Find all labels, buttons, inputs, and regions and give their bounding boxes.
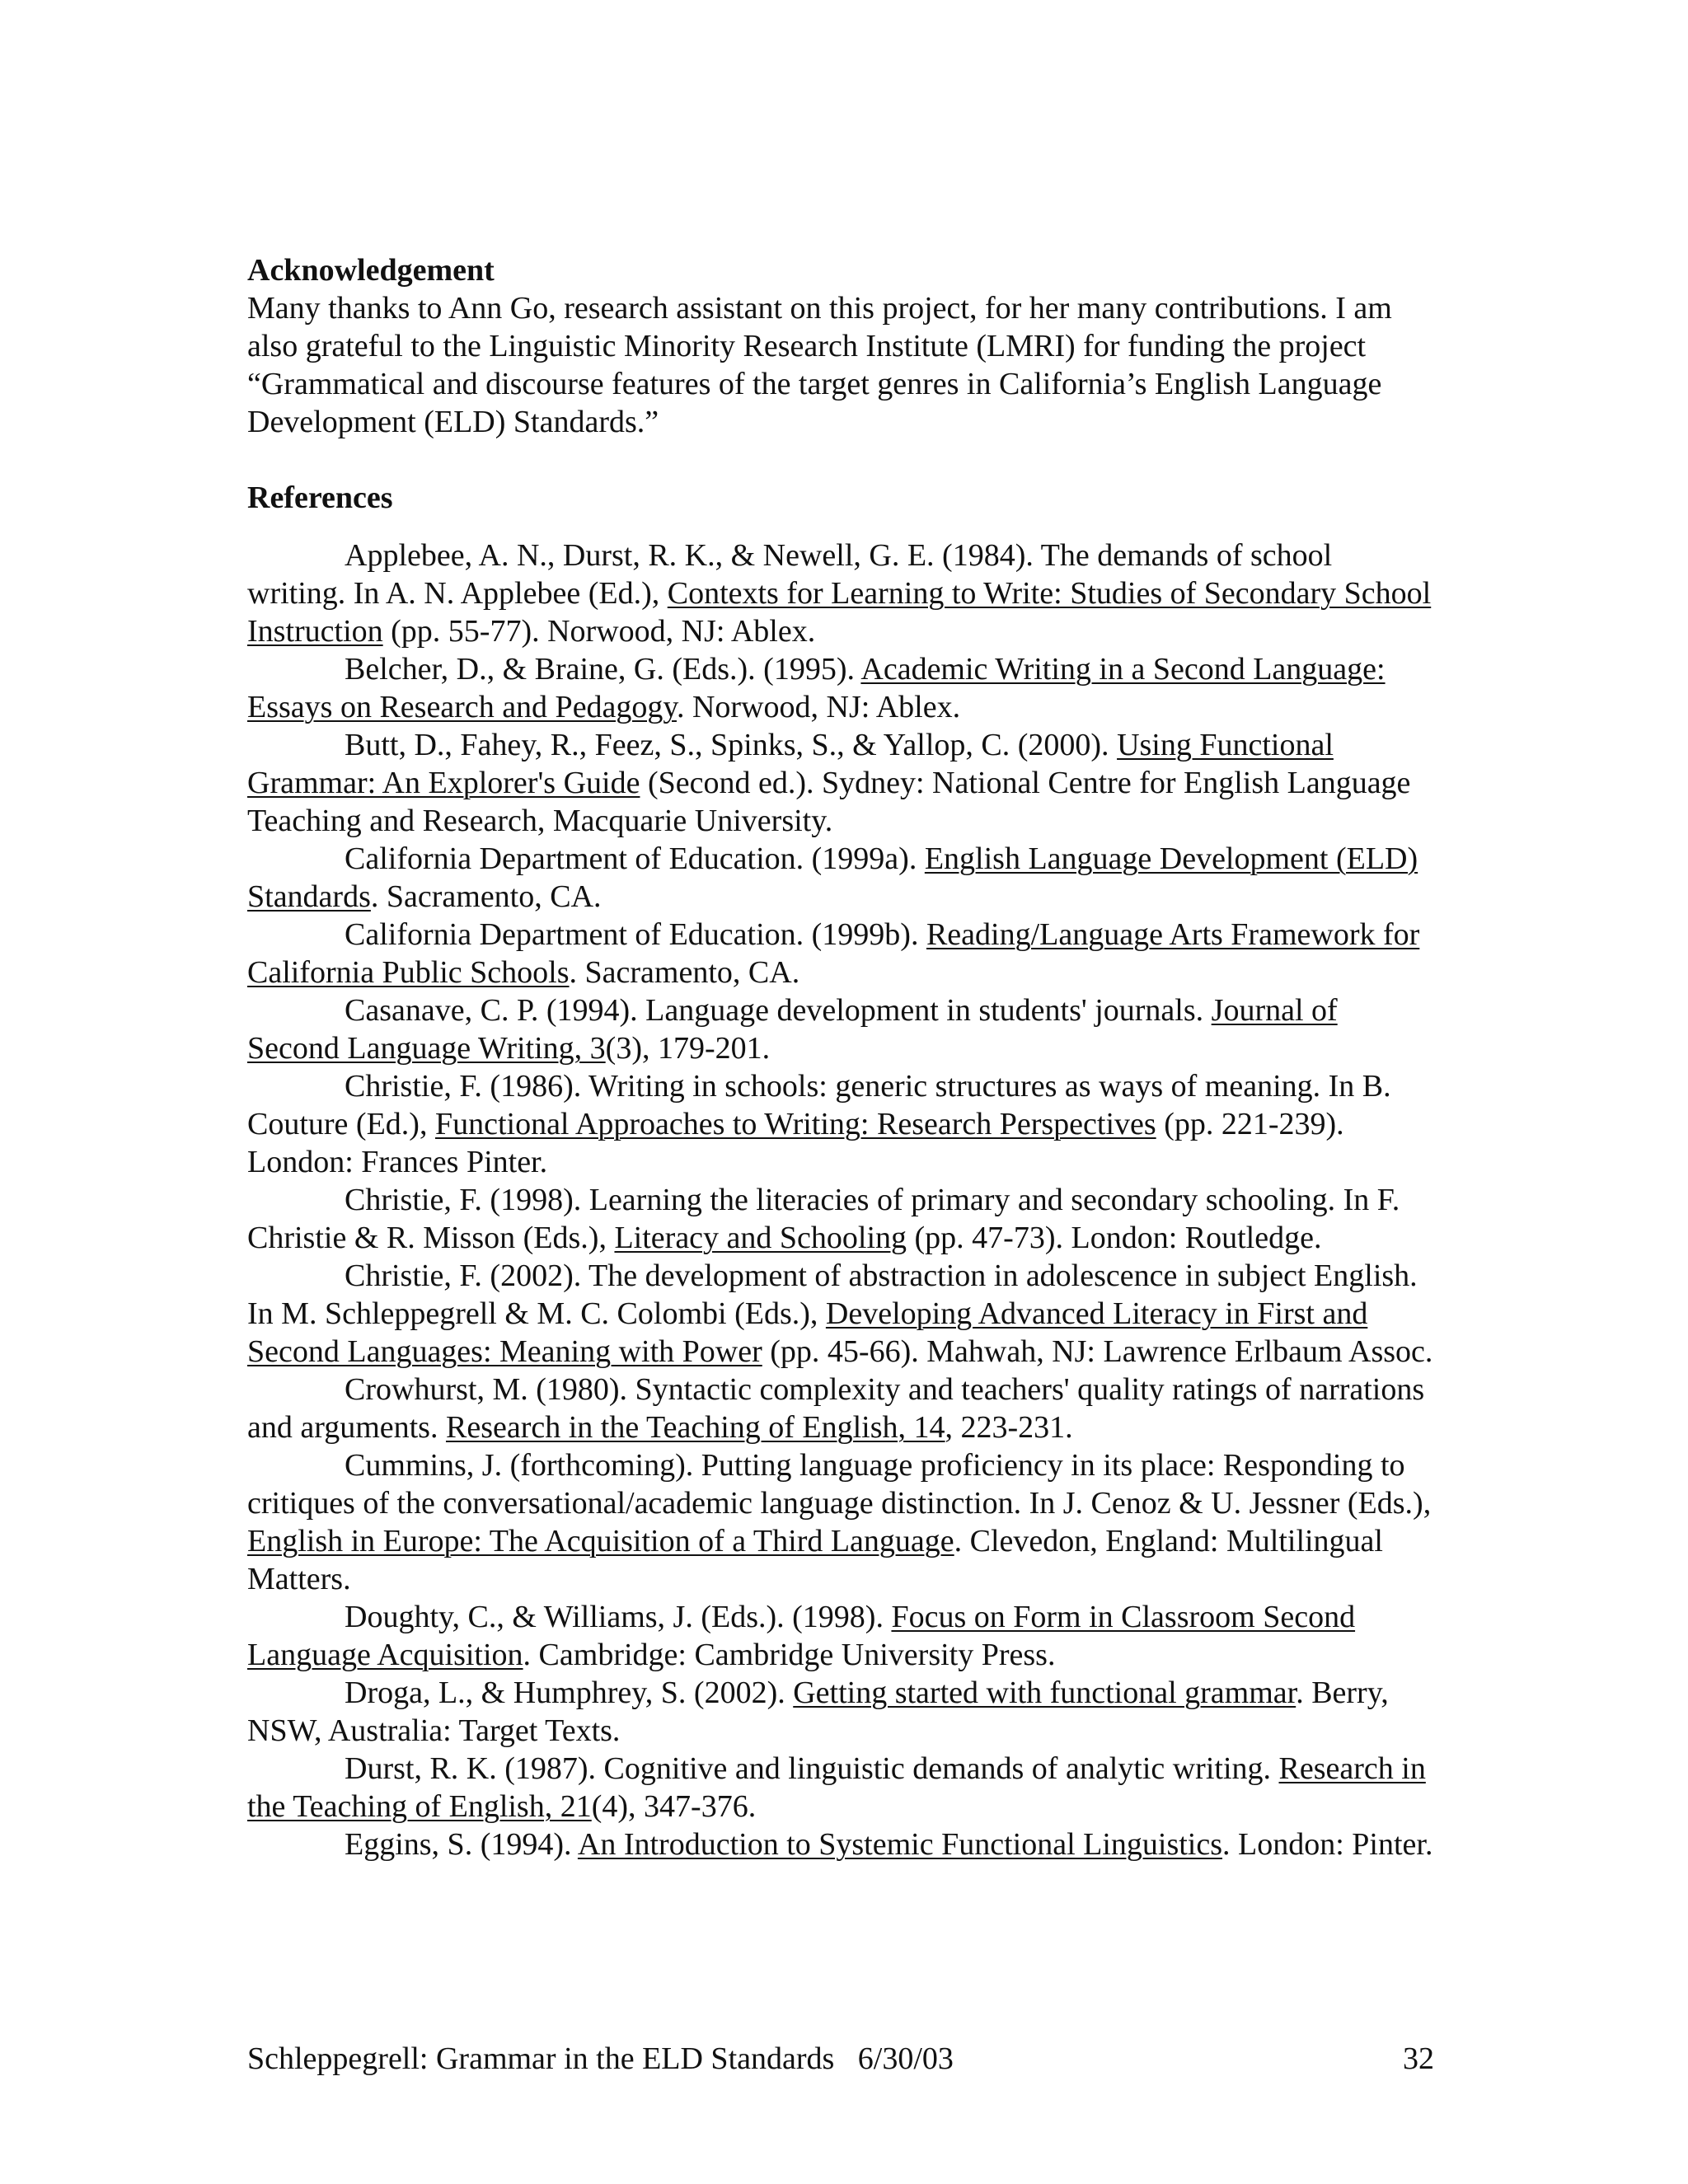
references-heading: References	[247, 480, 393, 515]
reference-item	[247, 916, 1434, 991]
reference-text: (pp. 55-77). Norwood, NJ: Ablex.	[382, 614, 816, 649]
reference-item	[247, 1257, 1434, 1371]
page-content	[247, 251, 1434, 1863]
reference-title: Focus on Form in Classroom Second Language Acquisition	[247, 1600, 1356, 1672]
reference-text: Butt, D., Fahey, R., Feez, S., Spinks, S., & Yallop, C. (2000).	[345, 728, 1118, 762]
reference-title: Academic Writing in a Second Language: Essays on Research and Pedagogy	[247, 652, 1386, 724]
reference-text: . Clevedon, England: Multilingual Matters.	[247, 1524, 1383, 1596]
reference-title: An Introduction to Systemic Functional Linguistics	[577, 1827, 1223, 1862]
reference-item	[247, 1181, 1434, 1257]
page-number: 32	[1403, 2041, 1434, 2076]
reference-title: Research in the Teaching of English, 21	[247, 1751, 1426, 1824]
reference-text: . Cambridge: Cambridge University Press.	[523, 1638, 1056, 1672]
reference-text: California Department of Education. (1999b).	[345, 917, 926, 952]
reference-text: Durst, R. K. (1987). Cognitive and linguistic demands of analytic writing.	[345, 1751, 1279, 1786]
reference-item	[247, 537, 1434, 650]
reference-item	[247, 1446, 1434, 1598]
reference-title: English in Europe: The Acquisition of a Third Language	[247, 1524, 954, 1558]
reference-text: Applebee, A. N., Durst, R. K., & Newell, G. E. (1984). The demands of school writing. In A. N. Applebee (Ed.),	[247, 538, 1333, 611]
reference-text: Doughty, C., & Williams, J. (Eds.). (1998).	[345, 1600, 892, 1634]
reference-text: Cummins, J. (forthcoming). Putting language proficiency in its place: Responding to critiques of the conversational/academic language distinction. In J. Cenoz & U. Jessner (Eds.),	[247, 1448, 1432, 1521]
reference-title: Contexts for Learning to Write: Studies of Secondary School Instruction	[247, 576, 1432, 649]
reference-item	[247, 1674, 1434, 1750]
reference-title: Getting started with functional grammar	[793, 1675, 1296, 1710]
acknowledgement-heading: Acknowledgement	[247, 253, 495, 288]
reference-title: English Language Development (ELD) Standards	[247, 841, 1418, 914]
reference-text: (4), 347-376.	[591, 1789, 757, 1824]
reference-item	[247, 1067, 1434, 1181]
reference-text: Christie, F. (1986). Writing in schools: generic structures as ways of meaning. In B. Couture (Ed.),	[247, 1069, 1391, 1141]
reference-text: Droga, L., & Humphrey, S. (2002).	[345, 1675, 794, 1710]
reference-text: . Norwood, NJ: Ablex.	[676, 690, 961, 724]
reference-item	[247, 840, 1434, 916]
reference-text: (pp. 45-66). Mahwah, NJ: Lawrence Erlbaum Assoc.	[762, 1334, 1433, 1369]
reference-text: . Sacramento, CA.	[370, 879, 602, 914]
reference-item	[247, 726, 1434, 840]
reference-title: Developing Advanced Literacy in First and Second Languages: Meaning with Power	[247, 1296, 1368, 1369]
reference-text: Belcher, D., & Braine, G. (Eds.). (1995).	[345, 652, 861, 687]
reference-text: . Berry, NSW, Australia: Target Texts.	[247, 1675, 1389, 1748]
reference-item	[247, 1371, 1434, 1446]
reference-text: Eggins, S. (1994).	[345, 1827, 578, 1862]
reference-text: California Department of Education. (1999a).	[345, 841, 925, 876]
reference-title: Using Functional Grammar: An Explorer's Guide	[247, 728, 1334, 800]
reference-text: Christie, F. (2002). The development of abstraction in adolescence in subject English. In M. Schleppegrell & M. C. Colombi (Eds.),	[247, 1258, 1418, 1331]
reference-text: Christie, F. (1998). Learning the literacies of primary and secondary schooling. In F. Christie & R. Misson (Eds.),	[247, 1183, 1400, 1255]
reference-text: , 223-231.	[945, 1410, 1073, 1445]
reference-text: (Second ed.). Sydney: National Centre for English Language Teaching and Research, Macquarie University.	[247, 766, 1411, 838]
reference-text: (3), 179-201.	[605, 1031, 771, 1066]
reference-item	[247, 1825, 1434, 1863]
reference-text: . London: Pinter.	[1222, 1827, 1433, 1862]
reference-title: Literacy and Schooling	[614, 1221, 907, 1255]
reference-title: Reading/Language Arts Framework for California Public Schools	[247, 917, 1420, 990]
reference-text: Casanave, C. P. (1994). Language development in students' journals.	[345, 993, 1212, 1028]
reference-text: (pp. 47-73). London: Routledge.	[907, 1221, 1322, 1255]
reference-text: . Sacramento, CA.	[569, 955, 800, 990]
references-list	[247, 537, 1434, 1863]
reference-text: Crowhurst, M. (1980). Syntactic complexity and teachers' quality ratings of narrations and arguments.	[247, 1372, 1425, 1445]
acknowledgement-text: Many thanks to Ann Go, research assistant on this project, for her many contributions. I am also grateful to the Linguistic Minority Research Institute (LMRI) for funding the project “Grammatical and discourse features of the target genres in California’s English Language Development (ELD) Standards.”	[247, 291, 1392, 439]
reference-item	[247, 1750, 1434, 1825]
footer-running-title: Schleppegrell: Grammar in the ELD Standards 6/30/03	[247, 2041, 954, 2076]
reference-title: Journal of Second Language Writing, 3	[247, 993, 1338, 1066]
reference-title: Research in the Teaching of English, 14	[445, 1410, 945, 1445]
reference-text: (pp. 221-239). London: Frances Pinter.	[247, 1107, 1344, 1179]
reference-item	[247, 650, 1434, 726]
reference-title: Functional Approaches to Writing: Research Perspectives	[434, 1107, 1156, 1141]
reference-item	[247, 1598, 1434, 1674]
reference-item	[247, 991, 1434, 1067]
